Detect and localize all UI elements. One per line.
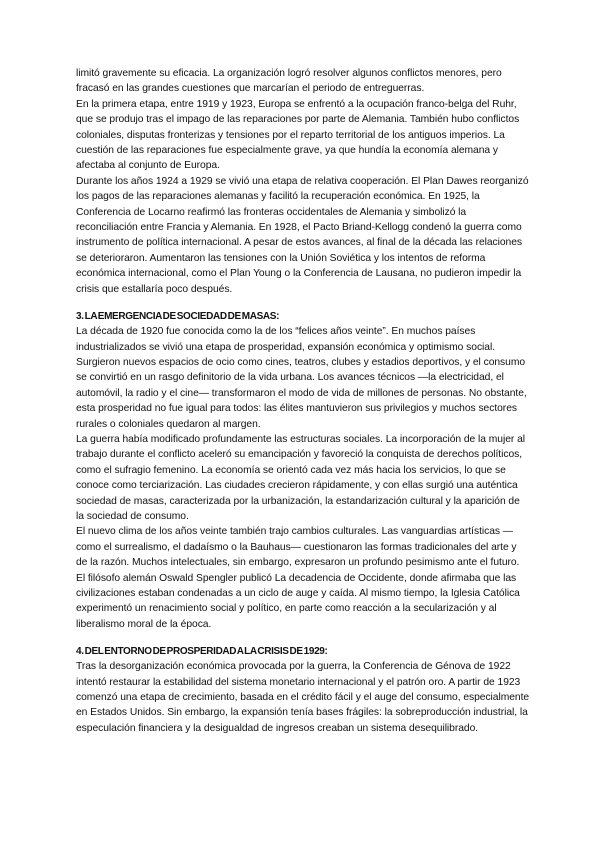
body-paragraph: La guerra había modificado profundamente las estructuras sociales. La incorporación de la mujer al trabajo durante el conflicto aceleró su emancipación y favoreció la conquista de derechos políticos, como el sufragio femenino. La economía se orientó cada vez más hacia los servicios, lo que se conoce como terciarización. Las ciudades crecieron rápidamente, y con ellas surgió una auténtica sociedad de masas, caracterizada por la urbanización, la estandarización cultural y la aparición de la sociedad de consumo. <box>76 433 525 522</box>
section-heading: 3. LA EMERGENCIA DE SOCIEDAD DE MASAS: <box>76 311 280 323</box>
body-paragraph: Durante los años 1924 a 1929 se vivió una etapa de relativa cooperación. El Plan Dawes reorganizó los pagos de las reparaciones alemanas y facilitó la recuperación económica. En 1925, la Conferencia de Locarno reafirmó las fronteras occidentales de Alemania y simbolizó la reconciliación entre Francia y Alemania. En 1928, el Pacto Briand-Kellogg condenó la guerra como instrumento de política internacional. A pesar de estos avances, al final de la década las relaciones se deterioraron. Aumentaron las tensiones con la Unión Soviética y los intentos de reforma económica internacional, como el Plan Young o la Conferencia de Lausana, no pudieron impedir la crisis que estallaría poco después. <box>76 175 529 295</box>
body-paragraph: Tras la desorganización económica provocada por la guerra, la Conferencia de Génova de 1922 intentó restaurar la estabilidad del sistema monetario internacional y el patrón oro. A partir de 1923 comenzó una etapa de crecimiento, basada en el crédito fácil y el auge del consumo, especialmente en Estados Unidos. Sin embargo, la expansión tenía bases frágiles: la sobreproducción industrial, la especulación financiera y la desigualdad de ingresos creaban un sistema desequilibrado. <box>76 661 530 734</box>
body-paragraph: En la primera etapa, entre 1919 y 1923, Europa se enfrentó a la ocupación franco-belga del Ruhr, que se produjo tras el impago de las reparaciones por parte de Alemania. También hubo conflictos coloniales, disputas fronterizas y tensiones por el reparto territorial de los antiguos imperios. La cuestión de las reparaciones fue especialmente grave, ya que hundía la economía alemana y afectaba al conjunto de Europa. <box>76 98 520 172</box>
section-heading: 4. DEL ENTORNO DE PROSPERIDAD A LA CRISIS DE 1929: <box>76 646 328 658</box>
body-paragraph: El nuevo clima de los años veinte también trajo cambios culturales. Las vanguardias artísticas —como el surrealismo, el dadaísmo o la Bauhaus— cuestionaron las formas tradicionales del arte y de la razón. Muchos intelectuales, sin embargo, expresaron un profundo pesimismo ante el futuro. El filósofo alemán Oswald Spengler publicó La decadencia de Occidente, donde afirmaba que las civilizaciones estaban condenadas a un ciclo de auge y caída. Al mismo tiempo, la Iglesia Católica experimentó un renacimiento social y político, en parte como reacción a la secularización y al liberalismo moral de la época. <box>76 526 520 630</box>
body-paragraph: La década de 1920 fue conocida como la de los “felices años veinte”. En muchos países industrializados se vivió una etapa de prosperidad, expansión económica y optimismo social. Surgieron nuevos espacios de ocio como cines, teatros, clubes y estadios deportivos, y el consumo se convirtió en un rasgo definitorio de la vida urbana. Los avances técnicos —la electricidad, el automóvil, la radio y el cine— transformaron el modo de vida de millones de personas. No obstante, esta prosperidad no fue igual para todos: las élites mantuvieron sus privilegios y muchos sectores rurales o coloniales quedaron al margen. <box>76 326 527 430</box>
body-paragraph: limitó gravemente su eficacia. La organización logró resolver algunos conflictos menores, pero fracasó en las grandes cuestiones que marcarían el periodo de entreguerras. <box>76 68 502 95</box>
